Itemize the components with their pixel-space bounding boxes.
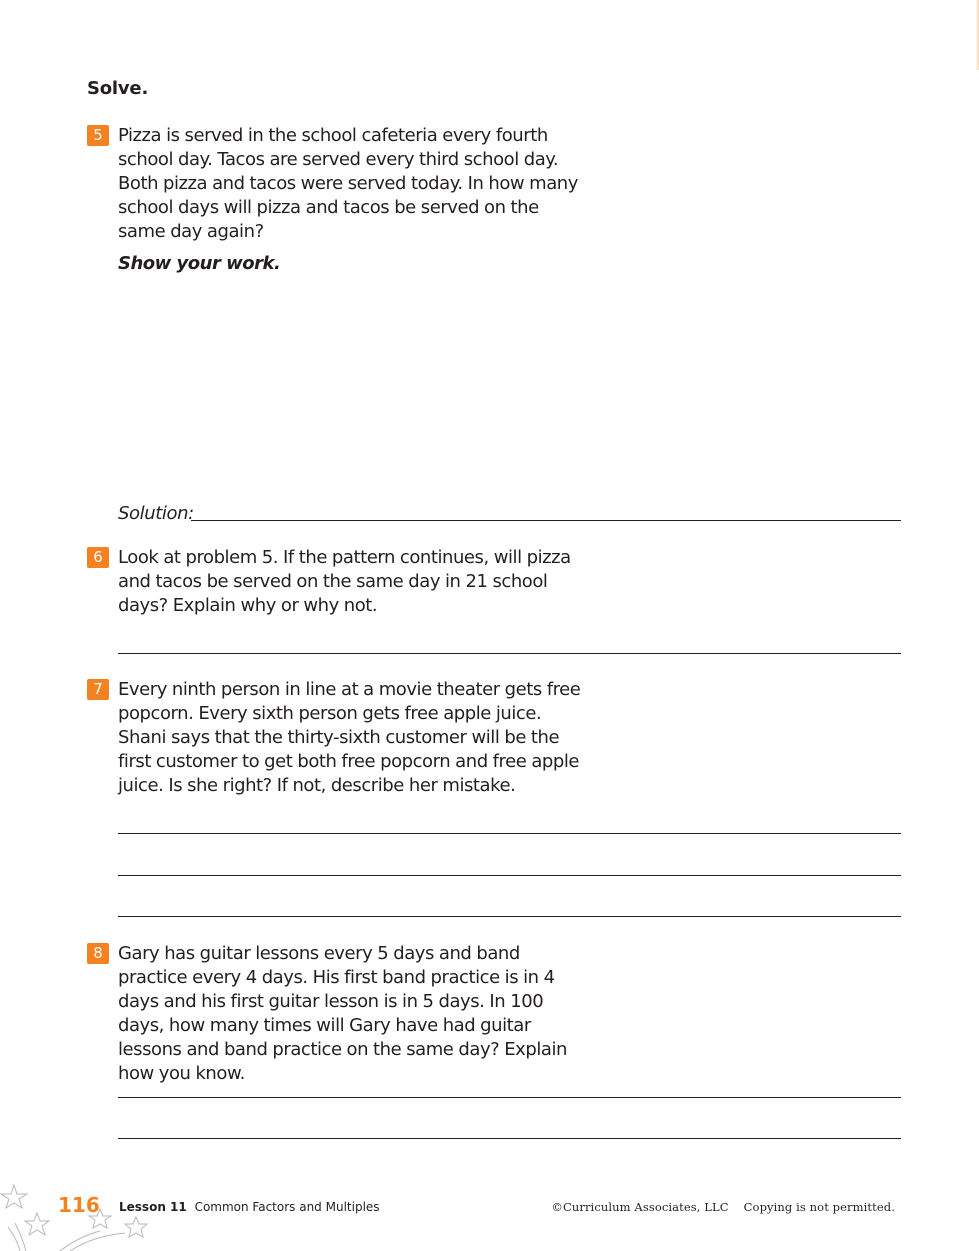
section-heading: Solve. — [87, 78, 149, 99]
copyright-notice: ©Curriculum Associates, LLC Copying is not permitted. — [551, 1200, 895, 1214]
problem-8-text: Gary has guitar lessons every 5 days and band practice every 4 days. His first band practice is in 4 days and his first guitar lesson is in 5 days. In 100 days, how many times will Gary have had guitar lessons and band practice on the same day? Explain how you know. — [118, 943, 567, 1084]
page-edge-shadow — [975, 0, 979, 70]
lesson-info — [119, 1200, 380, 1214]
problem-8-answer-line-1[interactable] — [118, 1097, 901, 1098]
show-your-work-label: Show your work. — [118, 253, 281, 274]
problem-7-text: Every ninth person in line at a movie theater gets free popcorn. Every sixth person gets free apple juice. Shani says that the thirty-sixth customer will be the first customer to get both free popcorn and free apple juice. Is she right? If not, describe her mistake. — [118, 679, 581, 796]
problem-7-answer-line-2[interactable] — [118, 875, 901, 876]
problem-8-number-badge: 8 — [87, 943, 109, 964]
problem-7-answer-line-3[interactable] — [118, 916, 901, 917]
problem-6-number-badge: 6 — [87, 547, 109, 568]
lesson-label: Lesson 11 — [119, 1200, 187, 1214]
page-number: 116 — [58, 1193, 100, 1217]
problem-5-text: Pizza is served in the school cafeteria every fourth school day. Tacos are served every third school day. Both pizza and tacos were served today. In how many school days will pizza and tacos be served on the same day again? — [118, 125, 578, 242]
problem-8-answer-line-2[interactable] — [118, 1138, 901, 1139]
lesson-title: Common Factors and Multiples — [194, 1200, 380, 1214]
problem-5-number-badge: 5 — [87, 125, 109, 146]
problem-6-answer-line[interactable] — [118, 653, 901, 654]
solution-answer-line[interactable] — [191, 520, 901, 521]
problem-7-answer-line-1[interactable] — [118, 833, 901, 834]
problem-7-number-badge: 7 — [87, 679, 109, 700]
page-footer — [0, 1193, 979, 1251]
solution-label: Solution: — [118, 503, 194, 524]
problem-6-text: Look at problem 5. If the pattern continues, will pizza and tacos be served on the same day in 21 school days? Explain why or why not. — [118, 547, 571, 616]
